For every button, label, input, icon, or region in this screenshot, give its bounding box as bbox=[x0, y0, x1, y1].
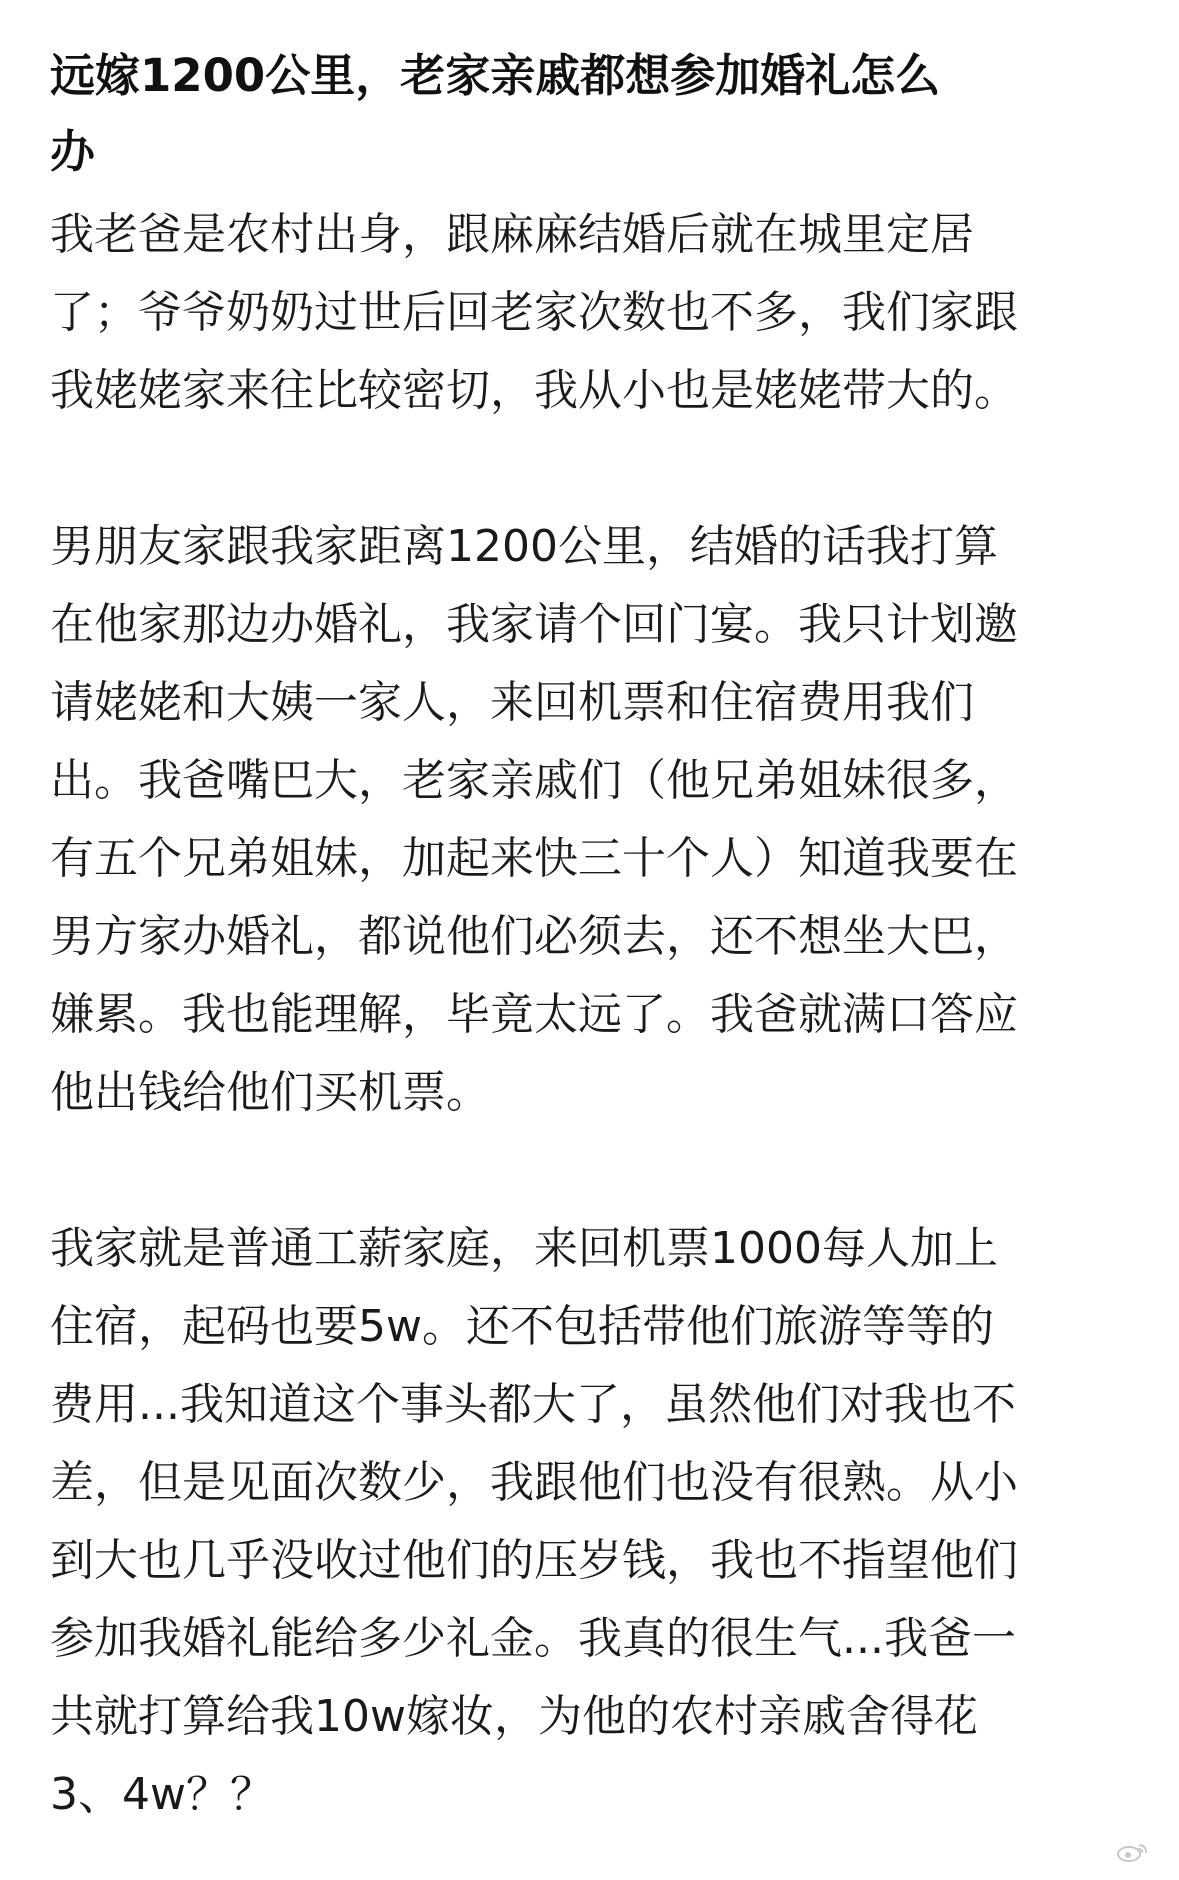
paragraph-line: 到大也几乎没收过他们的压岁钱，我也不指望他们 bbox=[50, 1535, 1018, 1586]
paragraph-line: 我老爸是农村出身，跟麻麻结婚后就在城里定居 bbox=[50, 209, 974, 260]
paragraph-line: 在他家那边办婚礼，我家请个回门宴。我只计划邀 bbox=[50, 599, 1018, 650]
post-paragraph-1 bbox=[50, 196, 1130, 430]
weibo-watermark-icon bbox=[1115, 1842, 1149, 1862]
paragraph-line: 共就打算给我10w嫁妆，为他的农村亲戚舍得花 bbox=[50, 1691, 978, 1742]
paragraph-line: 3、4w？？ bbox=[50, 1769, 274, 1820]
paragraph-line: 了；爷爷奶奶过世后回老家次数也不多，我们家跟 bbox=[50, 287, 1018, 338]
title-line: 办 bbox=[50, 125, 96, 178]
post-content bbox=[50, 38, 1130, 1834]
paragraph-spacer bbox=[50, 430, 1130, 508]
paragraph-line: 嫌累。我也能理解，毕竟太远了。我爸就满口答应 bbox=[50, 989, 1018, 1040]
paragraph-line: 住宿，起码也要5w。还不包括带他们旅游等等的 bbox=[50, 1301, 994, 1352]
paragraph-line: 我家就是普通工薪家庭，来回机票1000每人加上 bbox=[50, 1223, 998, 1274]
paragraph-line: 费用...我知道这个事头都大了，虽然他们对我也不 bbox=[50, 1379, 1016, 1430]
post-title bbox=[50, 38, 1130, 190]
paragraph-line: 男方家办婚礼，都说他们必须去，还不想坐大巴， bbox=[50, 911, 1018, 962]
paragraph-line: 请姥姥和大姨一家人，来回机票和住宿费用我们 bbox=[50, 677, 974, 728]
paragraph-line: 出。我爸嘴巴大，老家亲戚们（他兄弟姐妹很多， bbox=[50, 755, 1018, 806]
title-line: 远嫁1200公里，老家亲戚都想参加婚礼怎么 bbox=[50, 49, 941, 102]
paragraph-line: 有五个兄弟姐妹，加起来快三十个人）知道我要在 bbox=[50, 833, 1018, 884]
post-paragraph-2 bbox=[50, 508, 1130, 1132]
paragraph-line: 男朋友家跟我家距离1200公里，结婚的话我打算 bbox=[50, 521, 998, 572]
paragraph-line: 参加我婚礼能给多少礼金。我真的很生气...我爸一 bbox=[50, 1613, 1016, 1664]
paragraph-line: 他出钱给他们买机票。 bbox=[50, 1067, 490, 1118]
post-paragraph-3 bbox=[50, 1210, 1130, 1834]
paragraph-line: 差，但是见面次数少，我跟他们也没有很熟。从小 bbox=[50, 1457, 1018, 1508]
paragraph-spacer bbox=[50, 1132, 1130, 1210]
paragraph-line: 我姥姥家来往比较密切，我从小也是姥姥带大的。 bbox=[50, 365, 1018, 416]
